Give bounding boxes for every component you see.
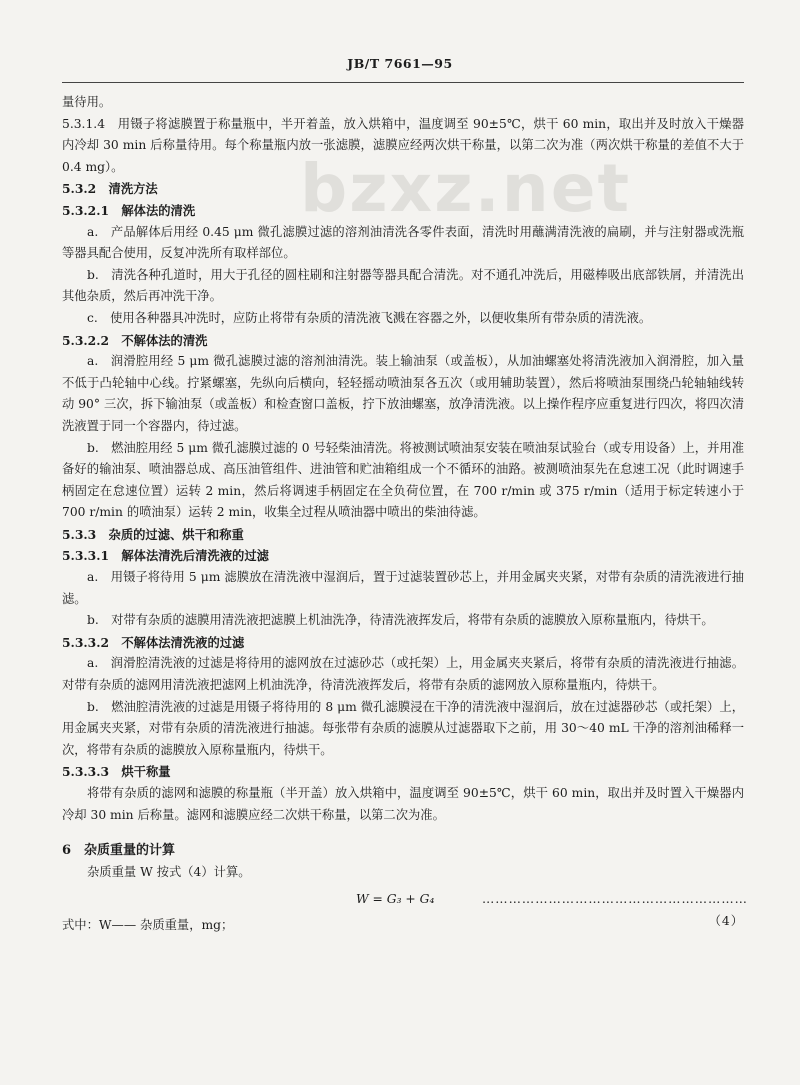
formula-legend: 式中：W—— 杂质重量，mg； (62, 918, 234, 933)
list-item: a. 润滑腔用经 5 μm 微孔滤膜过滤的溶剂油清洗。装上输油泵（或盖板），从加油螺塞处将清洗液加入润滑腔，加入量不低于凸轮轴中心线。拧紧螺塞，先纵向后横向，轻轻摇动喷油泵各五次（或用辅助装置），然后将喷油泵围绕凸轮轴轴线转动 90° 三次，拆下输油泵（或盖板）和检查窗口盖板，拧下放油螺塞，放净清洗液。以上操作程序应重复进行四次，将四次清洗液置于同一个容器内，待过滤。 (62, 354, 744, 433)
list-item: b. 清洗各种孔道时，用大于孔径的圆柱刷和注射器等器具配合清洗。对不通孔冲洗后，用磁棒吸出底部铁屑，并清洗出其他杂质，然后再冲洗干净。 (62, 267, 744, 304)
list-item: a. 用镊子将待用 5 μm 滤膜放在清洗液中湿润后，置于过滤装置砂芯上，并用金属夹夹紧，对带有杂质的清洗液进行抽滤。 (62, 570, 744, 606)
section-heading: 5.3.2 清洗方法 (62, 181, 158, 197)
page-header: JB/T 7661—95 (347, 56, 453, 71)
section-heading: 5.3.2.1 解体法的清洗 (62, 202, 196, 218)
formula-expression: W = G₃ + G₄ (356, 892, 435, 907)
paragraph: 将带有杂质的滤网和滤膜的称量瓶（半开盖）放入烘箱中，温度调至 90±5℃，烘干 60 min，取出并及时置入干燥器内冷却 30 min 后称量。滤网和滤膜应经二次烘干称量，以第二次为准。 (62, 786, 744, 822)
section-heading: 5.3.3.1 解体法清洗后清洗液的过滤 (62, 548, 269, 564)
list-item: b. 燃油腔清洗液的过滤是用镊子将待用的 8 μm 微孔滤膜浸在干净的清洗液中湿润后，放在过滤器砂芯（或托架）上，用金属夹夹紧，对带有杂质的清洗液进行抽滤。每张带有杂质的滤膜从过滤器取下之前，用 30～40 mL 干净的溶剂油稀释一次，将带有杂质的滤膜放入原称量瓶内，待烘干。 (62, 699, 744, 757)
section-heading: 5.3.3.3 烘干称量 (62, 764, 171, 780)
header-rule (62, 82, 744, 83)
list-item: b. 燃油腔用经 5 μm 微孔滤膜过滤的 0 号轻柴油清洗。将被测试喷油泵安装在喷油泵试验台（或专用设备）上，并用准备好的输油泵、喷油器总成、高压油管组件、进油管和贮油箱组成一个不循环的油路。被测喷油泵先在怠速工况（此时调速手柄固定在怠速位置）运转 2 min，然后将调速手柄固定在全负荷位置，在 700 r/min 或 375 r/min（适用于标定转速小于 700 r/min 的喷油泵）运转 2 min，收集全过程从喷油器中喷出的柴油待滤。 (62, 440, 744, 520)
list-item: a. 产品解体后用经 0.45 μm 微孔滤膜过滤的溶剂油清洗各零件表面，清洗时用蘸满清洗液的扁刷，并与注射器或洗瓶等器具配合使用，反复冲洗所有取样部位。 (62, 224, 744, 261)
list-item: c. 使用各种器具冲洗时，应防止将带有杂质的清洗液飞溅在容器之外，以便收集所有带杂质的清洗液。 (87, 310, 652, 325)
section-heading: 5.3.3 杂质的过滤、烘干和称重 (62, 526, 244, 542)
paragraph: 杂质重量 W 按式（4）计算。 (87, 864, 251, 879)
watermark: bzxz.net (300, 150, 632, 227)
document-body (62, 92, 748, 937)
section-heading: 5.3.3.2 不解体法清洗液的过滤 (62, 634, 245, 650)
list-item: a. 润滑腔清洗液的过滤是将待用的滤网放在过滤砂芯（或托架）上，用金属夹夹紧后，将带有杂质的清洗液进行抽滤。对带有杂质的滤网用清洗液把滤网上机油洗净，待清洗液挥发后，将带有杂质的滤网放入原称量瓶内，待烘干。 (62, 656, 744, 693)
formula-number: ……………………………………………………（4） (482, 892, 748, 928)
list-item: b. 对带有杂质的滤膜用清洗液把滤膜上机油洗净，待清洗液挥发后，将带有杂质的滤膜放入原称量瓶内，待烘干。 (87, 613, 714, 628)
chapter-heading: 6 杂质重量的计算 (62, 843, 176, 859)
paragraph: 量待用。 (62, 95, 112, 109)
clause-5-3-1-4: 5.3.1.4 用镊子将滤膜置于称量瓶中，半开着盖，放入烘箱中，温度调至 90±5℃，烘干 60 min，取出并及时放入干燥器内冷却 30 min 后称量待用。每个称量瓶内放一张滤膜，滤膜应经两次烘干称量，以第二次为准（两次烘干称量的差值不大于 0.4 mg）。 (62, 116, 744, 174)
section-heading: 5.3.2.2 不解体法的清洗 (62, 332, 208, 348)
